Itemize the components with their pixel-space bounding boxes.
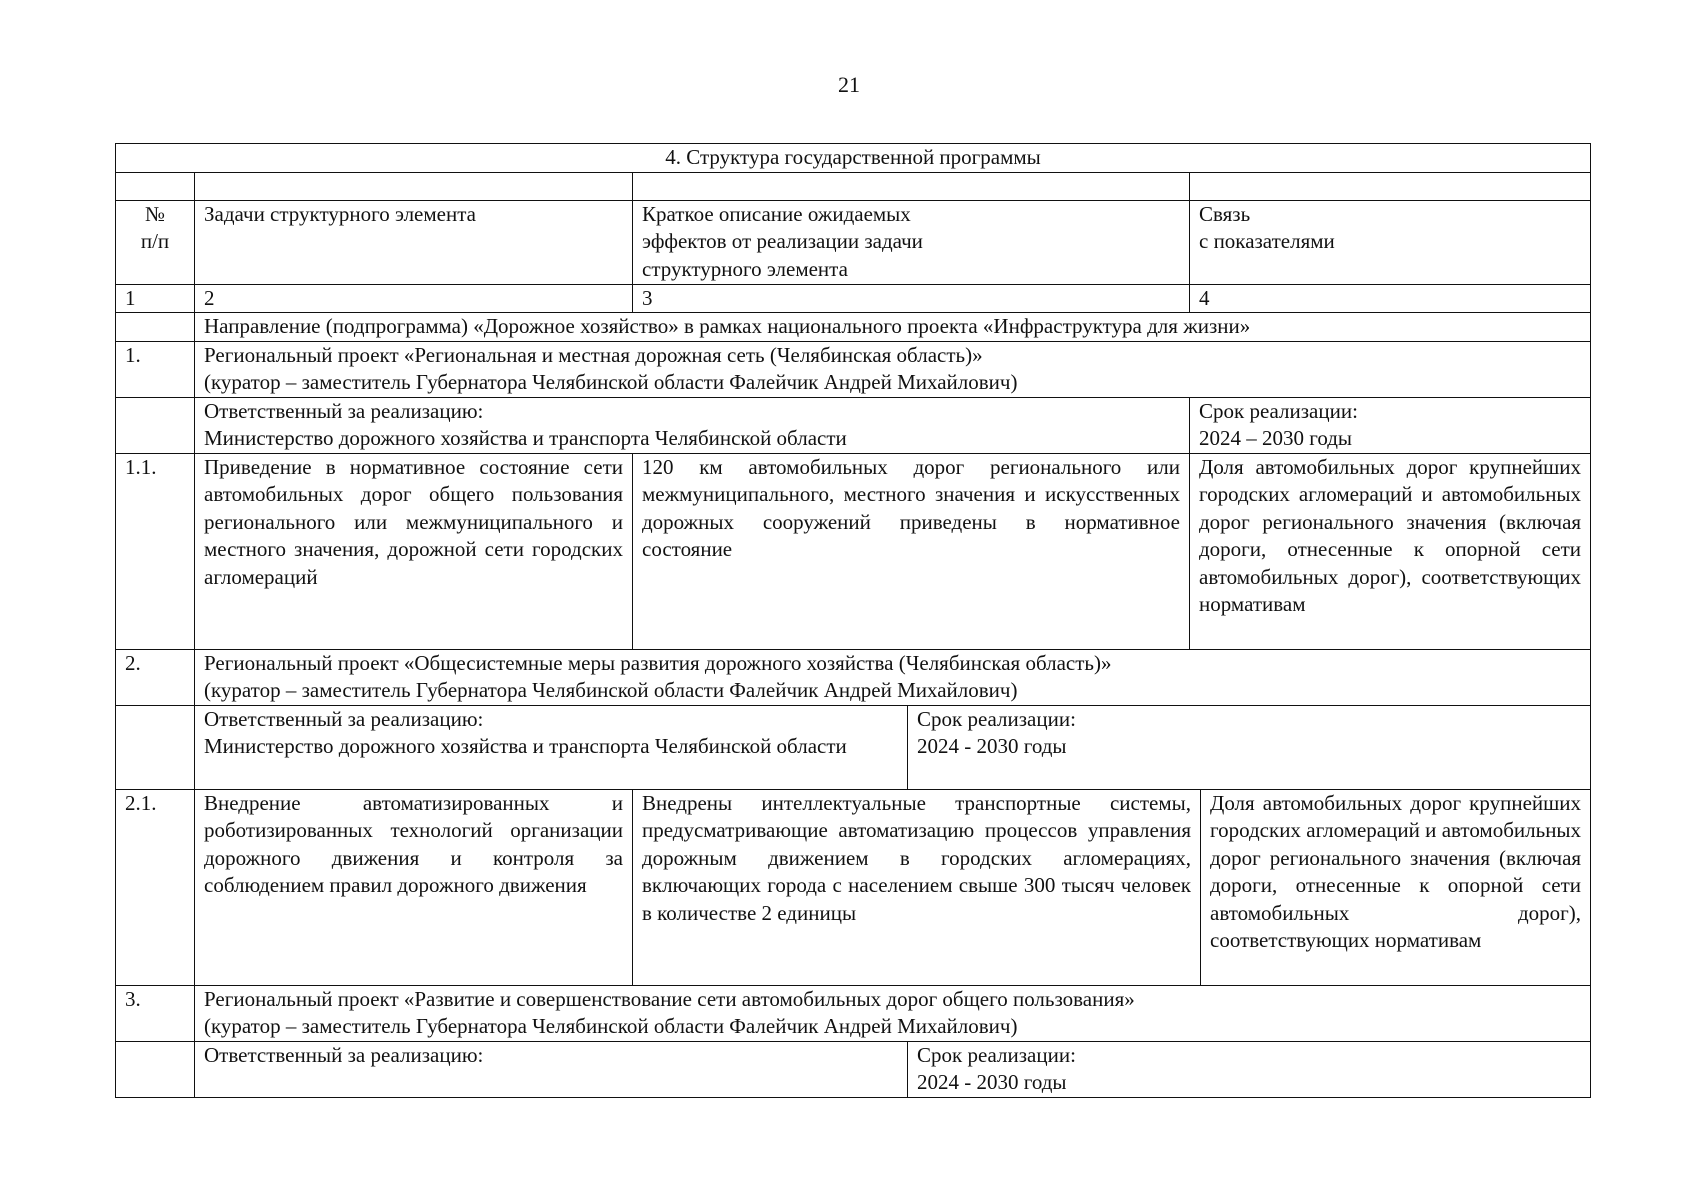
task-indicator: Доля автомобильных дорог крупнейших городских агломераций и автомобильных дорог регионального значения (включая дороги, отнесенные к опорной сети автомобильных дорог), соответствующих нормативам <box>1190 453 1591 649</box>
empty-cell <box>116 397 195 453</box>
term-label: Срок реализации: <box>917 706 1076 731</box>
task-description: Приведение в нормативное состояние сети автомобильных дорог общего пользования регионального или межмуниципального и местного значения, дорожной сети городских агломераций <box>195 453 633 649</box>
empty-cell <box>116 172 195 200</box>
task-effect: Внедрены интеллектуальные транспортные системы, предусматривающие автоматизацию процессов управления дорожным движением в городских агломерациях, включающих города с населением свыше 300 тысяч человек в количестве 2 единицы <box>633 789 1201 985</box>
term-cell <box>908 705 1591 789</box>
empty-cell <box>116 313 195 342</box>
empty-cell <box>1190 172 1591 200</box>
term-value: 2024 - 2030 годы <box>917 1070 1067 1094</box>
responsible-row <box>116 397 1591 453</box>
project-name: Региональный проект «Развитие и совершенствование сети автомобильных дорог общего пользования» <box>204 986 1135 1011</box>
task-row <box>116 453 1591 649</box>
project-name: Региональный проект «Региональная и местная дорожная сеть (Челябинская область)» <box>204 342 983 367</box>
col-number-1: 1 <box>116 284 195 313</box>
col-number-4: 4 <box>1190 284 1591 313</box>
direction-title: Направление (подпрограмма) «Дорожное хозяйство» в рамках национального проекта «Инфраструктура для жизни» <box>195 313 1591 342</box>
responsible-cell <box>195 1041 908 1097</box>
empty-spacer-row <box>116 172 1591 200</box>
task-indicator: Доля автомобильных дорог крупнейших городских агломераций и автомобильных дорог регионального значения (включая дороги, отнесенные к опорной сети автомобильных дорог), соответствующих нормативам <box>1201 789 1591 985</box>
project-num: 3. <box>116 985 195 1041</box>
term-label: Срок реализации: <box>917 1042 1076 1067</box>
term-value: 2024 - 2030 годы <box>917 734 1067 758</box>
term-cell <box>908 1041 1591 1097</box>
project-row <box>116 649 1591 705</box>
project-curator: (куратор – заместитель Губернатора Челябинской области Фалейчик Андрей Михайлович) <box>204 370 1018 394</box>
project-row <box>116 341 1591 397</box>
responsible-row <box>116 1041 1591 1097</box>
header-row <box>116 200 1591 284</box>
task-num: 2.1. <box>116 789 195 985</box>
term-label: Срок реализации: <box>1199 398 1358 423</box>
project-num: 2. <box>116 649 195 705</box>
header-link: Связь с показателями <box>1190 200 1591 284</box>
responsible-value: Министерство дорожного хозяйства и транспорта Челябинской области <box>204 734 847 758</box>
project-title-cell <box>195 341 1591 397</box>
empty-cell <box>633 172 1190 200</box>
page-number: 21 <box>838 72 860 97</box>
header-tasks: Задачи структурного элемента <box>195 200 633 284</box>
header-num: № п/п <box>116 200 195 284</box>
col-number-3: 3 <box>633 284 1190 313</box>
responsible-label: Ответственный за реализацию: <box>204 706 484 731</box>
project-curator: (куратор – заместитель Губернатора Челябинской области Фалейчик Андрей Михайлович) <box>204 1014 1018 1038</box>
task-row <box>116 789 1591 985</box>
empty-cell <box>116 1041 195 1097</box>
table-title: 4. Структура государственной программы <box>116 144 1591 173</box>
task-description: Внедрение автоматизированных и роботизированных технологий организации дорожного движения и контроля за соблюдением правил дорожного движения <box>195 789 633 985</box>
task-num: 1.1. <box>116 453 195 649</box>
term-value: 2024 – 2030 годы <box>1199 426 1353 450</box>
term-cell <box>1190 397 1591 453</box>
program-structure-table <box>115 143 1591 1098</box>
task-effect: 120 км автомобильных дорог регионального или межмуниципального, местного значения и искусственных дорожных сооружений приведены в нормативное состояние <box>633 453 1190 649</box>
project-title-cell <box>195 985 1591 1041</box>
empty-cell <box>116 705 195 789</box>
responsible-cell <box>195 397 1190 453</box>
responsible-cell <box>195 705 908 789</box>
project-row <box>116 985 1591 1041</box>
responsible-label: Ответственный за реализацию: <box>204 398 484 423</box>
project-curator: (куратор – заместитель Губернатора Челябинской области Фалейчик Андрей Михайлович) <box>204 678 1018 702</box>
project-num: 1. <box>116 341 195 397</box>
project-title-cell <box>195 649 1591 705</box>
column-numbers-row <box>116 284 1591 313</box>
direction-row <box>116 313 1591 342</box>
empty-cell <box>195 172 633 200</box>
responsible-value: Министерство дорожного хозяйства и транспорта Челябинской области <box>204 426 847 450</box>
responsible-label: Ответственный за реализацию: <box>204 1042 484 1067</box>
table-title-row <box>116 144 1591 173</box>
responsible-row <box>116 705 1591 789</box>
project-name: Региональный проект «Общесистемные меры развития дорожного хозяйства (Челябинская область)» <box>204 650 1112 675</box>
header-effects: Краткое описание ожидаемых эффектов от реализации задачи структурного элемента <box>633 200 1190 284</box>
col-number-2: 2 <box>195 284 633 313</box>
